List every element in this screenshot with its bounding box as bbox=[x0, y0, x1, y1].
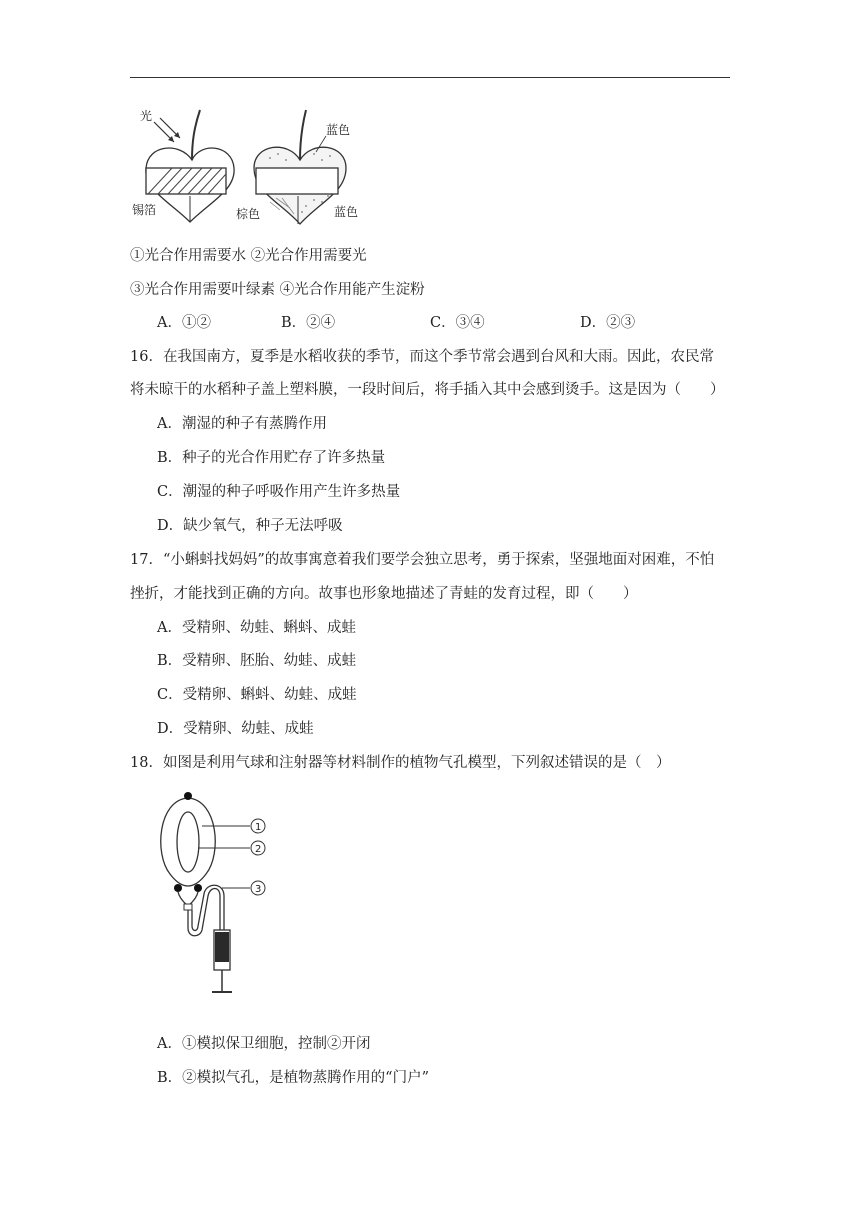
q16-option-d[interactable]: D．缺少氧气，种子无法呼吸 bbox=[157, 518, 343, 534]
q18-option-a[interactable]: A．①模拟保卫细胞，控制②开闭 bbox=[157, 1036, 371, 1052]
svg-text:3: 3 bbox=[255, 884, 262, 895]
tin-foil-strip bbox=[146, 168, 226, 194]
q15-option-b[interactable]: B．②④ bbox=[281, 315, 336, 331]
q15-statements-1: ①光合作用需要水 ②光合作用需要光 bbox=[130, 248, 367, 264]
q17-option-a[interactable]: A．受精卵、幼蛙、蝌蚪、成蛙 bbox=[157, 620, 356, 636]
q17-stem-2: 挫折，才能找到正确的方向。故事也形象地描述了青蛙的发育过程，即（ ） bbox=[130, 586, 638, 602]
q18-option-b[interactable]: B．②模拟气孔，是植物蒸腾作用的“门户” bbox=[157, 1070, 429, 1086]
label-foil: 锡箔 bbox=[132, 203, 157, 217]
q15-option-d[interactable]: D．②③ bbox=[580, 315, 636, 331]
q17-option-d[interactable]: D．受精卵、幼蛙、成蛙 bbox=[157, 721, 314, 737]
q18-stem: 18．如图是利用气球和注射器等材料制作的植物气孔模型，下列叙述错误的是（ ） bbox=[130, 755, 671, 771]
header-rule bbox=[130, 77, 730, 78]
q15-option-c[interactable]: C．③④ bbox=[430, 315, 485, 331]
stomata-model-figure bbox=[150, 780, 280, 1000]
label-blue-top: 蓝色 bbox=[326, 123, 351, 137]
label-light: 光 bbox=[140, 109, 153, 123]
stoma-opening bbox=[177, 812, 199, 872]
q16-option-a[interactable]: A．潮湿的种子有蒸腾作用 bbox=[157, 416, 327, 432]
q16-option-b[interactable]: B．种子的光合作用贮存了许多热量 bbox=[157, 450, 386, 466]
q16-stem-2: 将未晾干的水稻种子盖上塑料膜，一段时间后，将手插入其中会感到烫手。这是因为（ ） bbox=[130, 382, 725, 398]
q15-option-a[interactable]: A．①② bbox=[157, 315, 211, 331]
svg-text:1: 1 bbox=[255, 822, 262, 833]
q17-stem-1: 17．“小蝌蚪找妈妈”的故事寓意着我们要学会独立思考，勇于探索，坚强地面对困难，不怕 bbox=[130, 552, 715, 568]
q17-option-c[interactable]: C．受精卵、蝌蚪、幼蛙、成蛙 bbox=[157, 687, 357, 703]
q16-stem-1: 16．在我国南方，夏季是水稻收获的季节，而这个季节常会遇到台风和大雨。因此，农民常 bbox=[130, 349, 714, 365]
leaf-experiment-figure bbox=[130, 102, 370, 230]
label-blue-bottom: 蓝色 bbox=[334, 205, 359, 219]
q16-option-c[interactable]: C．潮湿的种子呼吸作用产生许多热量 bbox=[157, 484, 401, 500]
label-brown: 棕色 bbox=[236, 207, 261, 221]
q17-option-b[interactable]: B．受精卵、胚胎、幼蛙、成蛙 bbox=[157, 653, 357, 669]
q15-statements-2: ③光合作用需要叶绿素 ④光合作用能产生淀粉 bbox=[130, 282, 425, 298]
svg-text:2: 2 bbox=[255, 844, 262, 855]
